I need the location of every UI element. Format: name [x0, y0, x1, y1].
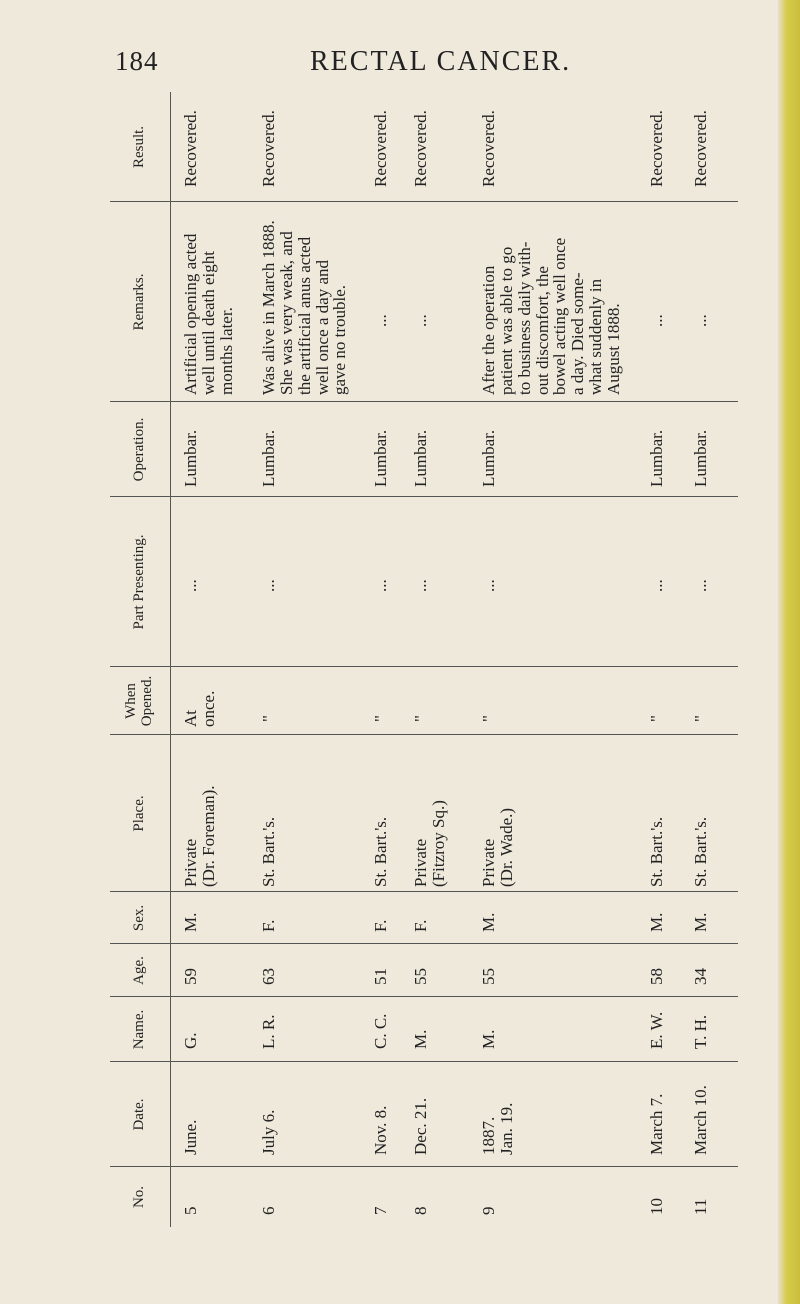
- case-table: [110, 92, 738, 1227]
- cell-no: 11: [691, 1198, 710, 1215]
- cell-when-opened: ": [411, 715, 430, 722]
- col-header-name: Name.: [131, 1009, 148, 1050]
- cell-result: Recovered.: [647, 110, 666, 187]
- cell-date: March 7.: [647, 1093, 666, 1155]
- col-header-remarks: Remarks.: [131, 273, 148, 331]
- column-divider: [110, 496, 738, 497]
- cell-date: June.: [181, 1119, 200, 1155]
- cell-part-presenting: ...: [691, 579, 710, 592]
- cell-part-presenting: ...: [411, 579, 430, 592]
- cell-part-presenting: ...: [371, 579, 390, 592]
- cell-sex: F.: [259, 919, 278, 932]
- cell-date: Nov. 8.: [371, 1105, 390, 1155]
- cell-result: Recovered.: [181, 110, 200, 187]
- cell-no: 7: [371, 1206, 390, 1215]
- cell-name: M.: [411, 1029, 430, 1049]
- cell-result: Recovered.: [259, 110, 278, 187]
- cell-remarks: ...: [411, 314, 430, 327]
- cell-name: G.: [181, 1032, 200, 1049]
- column-divider: [110, 201, 738, 202]
- column-divider: [110, 943, 738, 944]
- column-divider: [110, 996, 738, 997]
- cell-sex: M.: [181, 912, 200, 932]
- cell-result: Recovered.: [691, 110, 710, 187]
- cell-when-opened: ": [691, 715, 710, 722]
- col-header-age: Age.: [131, 956, 148, 985]
- cell-operation: Lumbar.: [259, 429, 278, 487]
- cell-operation: Lumbar.: [371, 429, 390, 487]
- cell-remarks: ...: [691, 314, 710, 327]
- cell-age: 58: [647, 968, 666, 985]
- cell-part-presenting: ...: [259, 579, 278, 592]
- cell-no: 5: [181, 1206, 200, 1215]
- cell-part-presenting: ...: [479, 579, 498, 592]
- col-header-date: Date.: [131, 1098, 148, 1131]
- cell-date: March 10.: [691, 1085, 710, 1155]
- cell-when-opened: ": [479, 715, 498, 722]
- cell-result: Recovered.: [411, 110, 430, 187]
- cell-operation: Lumbar.: [181, 429, 200, 487]
- page-edge: [778, 0, 800, 1304]
- cell-operation: Lumbar.: [647, 429, 666, 487]
- cell-remarks: Artificial opening acted well until death eight months later.: [181, 233, 236, 395]
- cell-no: 6: [259, 1206, 278, 1215]
- cell-age: 63: [259, 968, 278, 985]
- cell-name: E. W.: [647, 1011, 666, 1049]
- cell-sex: F.: [411, 919, 430, 932]
- cell-remarks: ...: [371, 314, 390, 327]
- cell-remarks: ...: [647, 314, 666, 327]
- col-header-no: No.: [131, 1185, 148, 1209]
- cell-place: St. Bart.'s.: [259, 816, 278, 887]
- col-header-sex: Sex.: [131, 904, 148, 932]
- cell-operation: Lumbar.: [479, 429, 498, 487]
- cell-result: Recovered.: [371, 110, 390, 187]
- col-header-place: Place.: [131, 795, 148, 832]
- cell-operation: Lumbar.: [411, 429, 430, 487]
- cell-age: 55: [411, 968, 430, 985]
- cell-place: St. Bart.'s.: [647, 816, 666, 887]
- column-headers: [110, 92, 170, 1227]
- cell-sex: F.: [371, 919, 390, 932]
- cell-place: Private (Dr. Wade.): [479, 807, 516, 887]
- cell-name: C. C.: [371, 1013, 390, 1049]
- cell-date: 1887. Jan. 19.: [479, 1102, 516, 1155]
- cell-place: St. Bart.'s.: [691, 816, 710, 887]
- cell-date: Dec. 21.: [411, 1097, 430, 1155]
- cell-result: Recovered.: [479, 110, 498, 187]
- cell-age: 55: [479, 968, 498, 985]
- cell-place: Private (Dr. Foreman).: [181, 785, 218, 887]
- cell-date: July 6.: [259, 1109, 278, 1155]
- cell-age: 51: [371, 968, 390, 985]
- cell-place: St. Bart.'s.: [371, 816, 390, 887]
- cell-sex: M.: [691, 912, 710, 932]
- column-divider: [110, 734, 738, 735]
- cell-remarks: Was alive in March 1888. She was very weak, and the artificial anus acted well once a day and gave no trouble.: [259, 220, 350, 395]
- cell-part-presenting: ...: [647, 579, 666, 592]
- cell-operation: Lumbar.: [691, 429, 710, 487]
- cell-part-presenting: ...: [181, 579, 200, 592]
- header-rule: [170, 92, 171, 1227]
- cell-place: Private (Fitzroy Sq.): [411, 800, 448, 887]
- column-divider: [110, 666, 738, 667]
- cell-remarks: After the operation patient was able to go to business daily with- out discomfort, the bowel acting well once a day. Died some- what suddenly in August 1888.: [479, 237, 623, 395]
- running-title: RECTAL CANCER.: [310, 46, 572, 77]
- page-number: 184: [115, 46, 159, 76]
- rotated-table: [110, 92, 738, 1227]
- cell-age: 59: [181, 968, 200, 985]
- column-divider: [110, 1166, 738, 1167]
- cell-when-opened: ": [647, 715, 666, 722]
- col-header-operation: Operation.: [131, 417, 148, 482]
- col-header-when-opened: When Opened.: [123, 675, 155, 727]
- col-header-result: Result.: [131, 125, 148, 169]
- cell-name: M.: [479, 1029, 498, 1049]
- cell-no: 9: [479, 1206, 498, 1215]
- page-header: [0, 40, 800, 90]
- cell-no: 10: [647, 1198, 666, 1215]
- cell-no: 8: [411, 1206, 430, 1215]
- cell-name: T. H.: [691, 1014, 710, 1049]
- cell-when-opened: ": [371, 715, 390, 722]
- col-header-part-presenting: Part Presenting.: [131, 534, 148, 630]
- column-divider: [110, 1061, 738, 1062]
- column-divider: [110, 891, 738, 892]
- cell-when-opened: ": [259, 715, 278, 722]
- cell-age: 34: [691, 968, 710, 985]
- cell-when-opened: At once.: [181, 690, 218, 727]
- cell-sex: M.: [647, 912, 666, 932]
- column-divider: [110, 401, 738, 402]
- cell-sex: M.: [479, 912, 498, 932]
- cell-name: L. R.: [259, 1014, 278, 1049]
